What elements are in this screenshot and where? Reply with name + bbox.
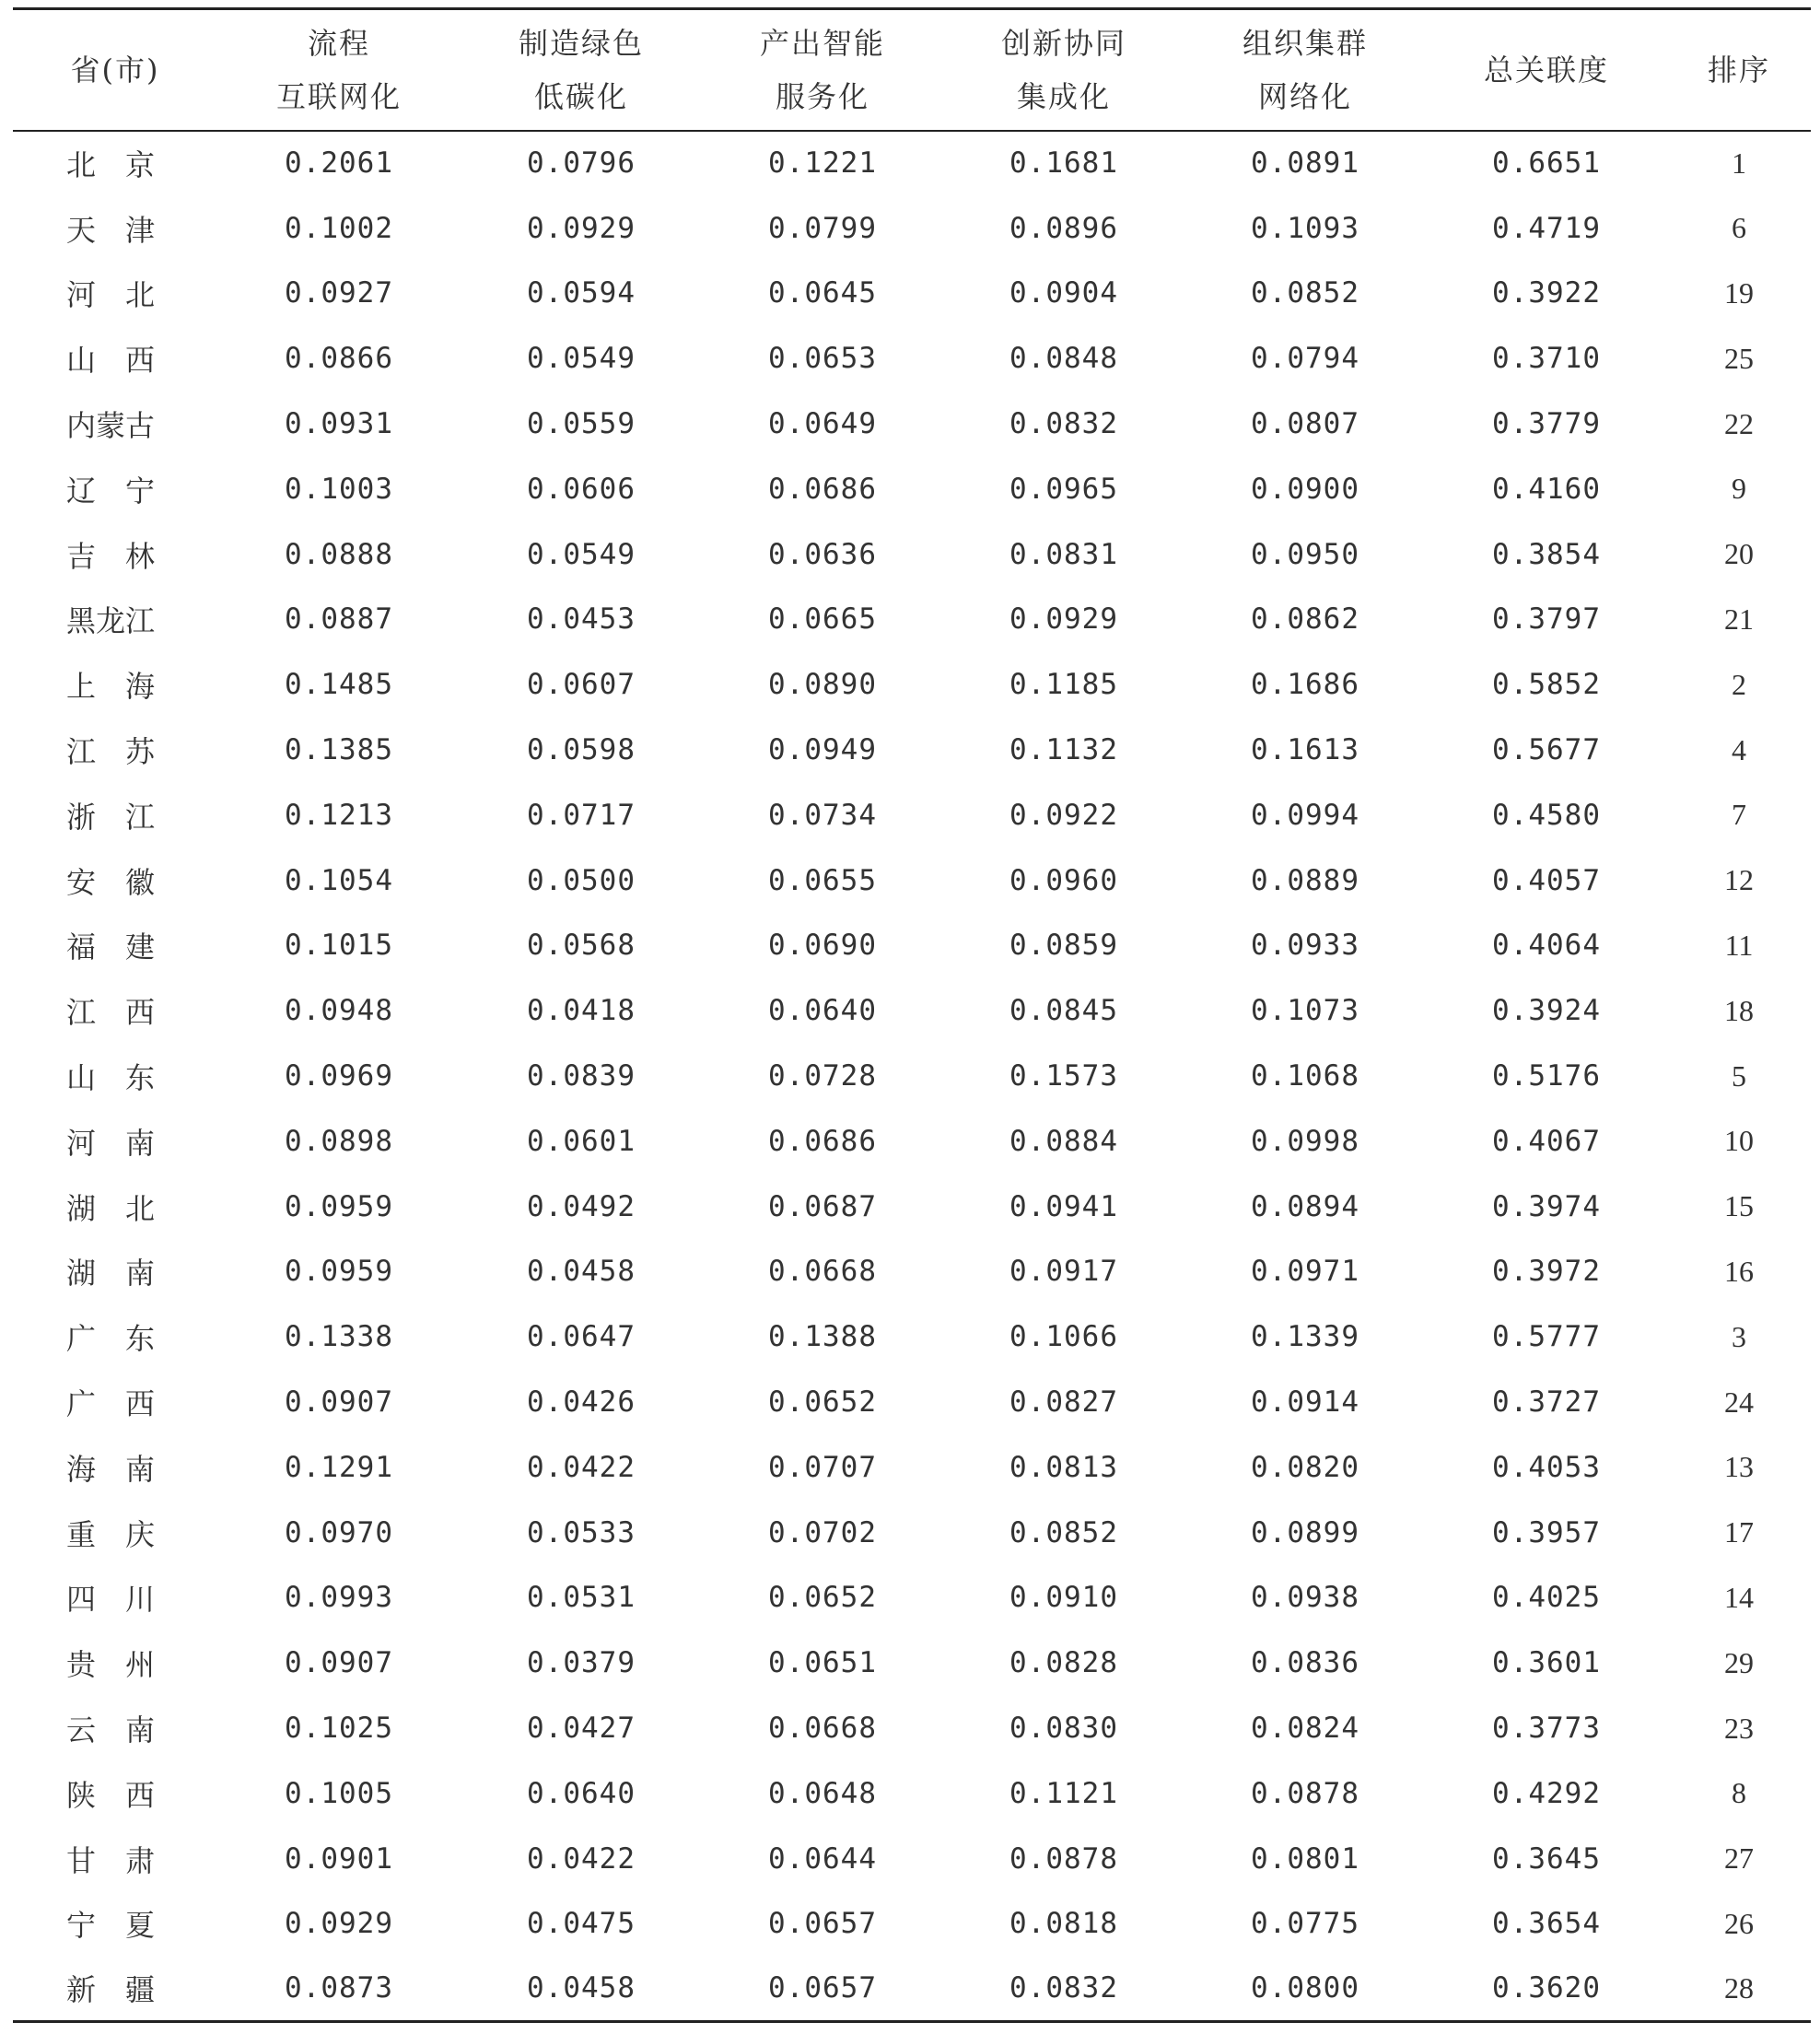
total-correlation-cell: 0.3924: [1492, 994, 1601, 1028]
total-correlation-cell: 0.4053: [1492, 1450, 1601, 1484]
cluster-network-cell: 0.1093: [1251, 211, 1359, 245]
province-cell: 云 南: [66, 1713, 156, 1748]
cluster-network-cell: 0.1339: [1251, 1320, 1359, 1354]
total-correlation-cell: 0.5176: [1492, 1059, 1601, 1093]
total-correlation-cell: 0.4160: [1492, 472, 1601, 506]
innovation-integration-cell: 0.0960: [1009, 863, 1118, 897]
process-internet-cell: 0.1385: [285, 733, 393, 767]
innovation-integration-cell: 0.0965: [1009, 472, 1118, 506]
cluster-network-cell: 0.0891: [1251, 146, 1359, 181]
green-lowcarbon-cell: 0.0426: [527, 1385, 636, 1420]
process-internet-cell: 0.0993: [285, 1581, 393, 1615]
process-internet-cell: 0.1002: [285, 211, 393, 245]
cluster-network-cell: 0.0820: [1251, 1450, 1359, 1484]
cluster-network-cell: 0.0878: [1251, 1776, 1359, 1810]
innovation-integration-cell: 0.0827: [1009, 1385, 1118, 1420]
province-cell: 重 庆: [66, 1516, 156, 1552]
province-cell: 四 川: [66, 1582, 156, 1618]
province-cell: 海 南: [66, 1451, 156, 1487]
process-internet-cell: 0.0927: [285, 276, 393, 310]
table-row: [13, 1565, 1811, 1631]
rank-cell: 1: [1732, 146, 1746, 180]
header-process-internet: 流程 互联网化: [217, 9, 461, 131]
table-row: [13, 652, 1811, 718]
rank-cell: 25: [1724, 341, 1754, 375]
table-row: [13, 1760, 1811, 1826]
province-cell: 广 东: [66, 1321, 156, 1357]
rank-cell: 16: [1724, 1254, 1754, 1288]
total-correlation-cell: 0.3957: [1492, 1515, 1601, 1549]
green-lowcarbon-cell: 0.0598: [527, 733, 636, 767]
header-green-lowcarbon: 制造绿色 低碳化: [461, 9, 702, 131]
header-smart-service: 产出智能 服务化: [702, 9, 943, 131]
total-correlation-cell: 0.3710: [1492, 342, 1601, 376]
process-internet-cell: 0.1054: [285, 863, 393, 897]
smart-service-cell: 0.0655: [768, 863, 877, 897]
process-internet-cell: 0.0969: [285, 1059, 393, 1093]
cluster-network-cell: 0.0862: [1251, 602, 1359, 637]
green-lowcarbon-cell: 0.0458: [527, 1255, 636, 1289]
table-row: [13, 1434, 1811, 1500]
table-row: [13, 1370, 1811, 1435]
province-cell: 吉 林: [66, 538, 156, 574]
table-row: [13, 1500, 1811, 1565]
green-lowcarbon-cell: 0.0568: [527, 929, 636, 963]
smart-service-cell: 0.0734: [768, 798, 877, 832]
green-lowcarbon-cell: 0.0475: [527, 1907, 636, 1941]
total-correlation-cell: 0.4580: [1492, 798, 1601, 832]
smart-service-cell: 0.0645: [768, 276, 877, 310]
cluster-network-cell: 0.0998: [1251, 1124, 1359, 1158]
header-province: 省(市): [13, 9, 217, 131]
process-internet-cell: 0.0931: [285, 407, 393, 441]
province-cell: 宁 夏: [66, 1908, 156, 1944]
province-cell: 安 徽: [66, 864, 156, 900]
table-row: [13, 1044, 1811, 1109]
smart-service-cell: 0.0653: [768, 342, 877, 376]
province-cell: 贵 州: [66, 1647, 156, 1683]
header-cluster-network: 组织集群 网络化: [1184, 9, 1426, 131]
innovation-integration-cell: 0.0830: [1009, 1712, 1118, 1746]
province-cell: 黑龙江: [66, 603, 156, 639]
rank-cell: 5: [1732, 1058, 1746, 1093]
province-cell: 广 西: [66, 1386, 156, 1422]
total-correlation-cell: 0.4719: [1492, 211, 1601, 245]
smart-service-cell: 0.0728: [768, 1059, 877, 1093]
cluster-network-cell: 0.0852: [1251, 276, 1359, 310]
innovation-integration-cell: 0.0813: [1009, 1450, 1118, 1484]
cluster-network-cell: 0.0899: [1251, 1515, 1359, 1549]
green-lowcarbon-cell: 0.0606: [527, 472, 636, 506]
process-internet-cell: 0.0898: [285, 1124, 393, 1158]
smart-service-cell: 0.0890: [768, 668, 877, 702]
smart-service-cell: 0.0644: [768, 1841, 877, 1876]
smart-service-cell: 0.0668: [768, 1712, 877, 1746]
total-correlation-cell: 0.3601: [1492, 1646, 1601, 1680]
green-lowcarbon-cell: 0.0607: [527, 668, 636, 702]
green-lowcarbon-cell: 0.0549: [527, 342, 636, 376]
cluster-network-cell: 0.1068: [1251, 1059, 1359, 1093]
rank-cell: 11: [1724, 928, 1754, 962]
green-lowcarbon-cell: 0.0929: [527, 211, 636, 245]
green-lowcarbon-cell: 0.0533: [527, 1515, 636, 1549]
process-internet-cell: 0.2061: [285, 146, 393, 181]
innovation-integration-cell: 0.1121: [1009, 1776, 1118, 1810]
total-correlation-cell: 0.6651: [1492, 146, 1601, 181]
province-cell: 山 西: [66, 343, 156, 379]
process-internet-cell: 0.0970: [285, 1515, 393, 1549]
table-body: [13, 131, 1811, 2022]
total-correlation-cell: 0.3645: [1492, 1841, 1601, 1876]
innovation-integration-cell: 0.0896: [1009, 211, 1118, 245]
document-page: [13, 7, 1811, 2023]
cluster-network-cell: 0.0775: [1251, 1907, 1359, 1941]
table-row: [13, 1957, 1811, 2022]
cluster-network-cell: 0.0794: [1251, 342, 1359, 376]
process-internet-cell: 0.0866: [285, 342, 393, 376]
green-lowcarbon-cell: 0.0594: [527, 276, 636, 310]
innovation-integration-cell: 0.0832: [1009, 407, 1118, 441]
green-lowcarbon-cell: 0.0839: [527, 1059, 636, 1093]
rank-cell: 14: [1724, 1580, 1754, 1614]
rank-cell: 18: [1724, 993, 1754, 1027]
table-header: [13, 9, 1811, 131]
rank-cell: 7: [1732, 798, 1746, 832]
rank-cell: 22: [1724, 406, 1754, 440]
process-internet-cell: 0.1025: [285, 1712, 393, 1746]
header-row: [13, 9, 1811, 131]
province-cell: 上 海: [66, 669, 156, 705]
smart-service-cell: 0.0690: [768, 929, 877, 963]
process-internet-cell: 0.0887: [285, 602, 393, 637]
cluster-network-cell: 0.0914: [1251, 1385, 1359, 1420]
table-row: [13, 1239, 1811, 1304]
innovation-integration-cell: 0.0832: [943, 1957, 1184, 2022]
smart-service-cell: 0.0668: [768, 1255, 877, 1289]
header-rank: 排序: [1667, 9, 1811, 131]
province-cell: 北 京: [66, 147, 156, 183]
innovation-integration-cell: 0.0859: [1009, 929, 1118, 963]
rank-cell: 24: [1724, 1385, 1754, 1419]
total-correlation-cell: 0.5852: [1492, 668, 1601, 702]
table-row: [13, 848, 1811, 913]
innovation-integration-cell: 0.0845: [1009, 994, 1118, 1028]
province-cell: 陕 西: [66, 1777, 156, 1813]
green-lowcarbon-cell: 0.0453: [527, 602, 636, 637]
rank-cell: 19: [1724, 275, 1754, 310]
rank-cell: 23: [1724, 1711, 1754, 1745]
process-internet-cell: 0.1338: [285, 1320, 393, 1354]
innovation-integration-cell: 0.0818: [1009, 1907, 1118, 1941]
total-correlation-cell: 0.3854: [1492, 537, 1601, 571]
province-cell: 河 南: [66, 1125, 156, 1161]
province-cell: 山 东: [66, 1060, 156, 1096]
table-row: [13, 782, 1811, 848]
rank-cell: 12: [1724, 863, 1754, 897]
cluster-network-cell: 0.0900: [1251, 472, 1359, 506]
rank-cell: 20: [1724, 537, 1754, 571]
innovation-integration-cell: 0.0910: [1009, 1581, 1118, 1615]
innovation-integration-cell: 0.0831: [1009, 537, 1118, 571]
rank-cell: 28: [1667, 1957, 1811, 2022]
cluster-network-cell: 0.0824: [1251, 1712, 1359, 1746]
province-cell: 江 西: [66, 995, 156, 1031]
province-cell: 辽 宁: [66, 473, 156, 508]
process-internet-cell: 0.0873: [217, 1957, 461, 2022]
province-cell: 湖 南: [66, 1256, 156, 1292]
total-correlation-cell: 0.3779: [1492, 407, 1601, 441]
innovation-integration-cell: 0.0917: [1009, 1255, 1118, 1289]
cluster-network-cell: 0.0933: [1251, 929, 1359, 963]
smart-service-cell: 0.0657: [768, 1907, 877, 1941]
green-lowcarbon-cell: 0.0717: [527, 798, 636, 832]
table-row: [13, 1826, 1811, 1891]
province-cell: 浙 江: [66, 799, 156, 835]
smart-service-cell: 0.0799: [768, 211, 877, 245]
table-row: [13, 261, 1811, 326]
process-internet-cell: 0.1485: [285, 668, 393, 702]
total-correlation-cell: 0.3654: [1492, 1907, 1601, 1941]
process-internet-cell: 0.0907: [285, 1385, 393, 1420]
total-correlation-cell: 0.5677: [1492, 733, 1601, 767]
province-cell: 内蒙古: [66, 408, 156, 444]
cluster-network-cell: 0.0994: [1251, 798, 1359, 832]
cluster-network-cell: 0.1686: [1251, 668, 1359, 702]
total-correlation-cell: 0.3972: [1492, 1255, 1601, 1289]
smart-service-cell: 0.0652: [768, 1581, 877, 1615]
process-internet-cell: 0.0948: [285, 994, 393, 1028]
rank-cell: 17: [1724, 1515, 1754, 1549]
innovation-integration-cell: 0.0848: [1009, 342, 1118, 376]
green-lowcarbon-cell: 0.0601: [527, 1124, 636, 1158]
green-lowcarbon-cell: 0.0379: [527, 1646, 636, 1680]
cluster-network-cell: 0.0800: [1184, 1957, 1426, 2022]
total-correlation-cell: 0.3797: [1492, 602, 1601, 637]
total-correlation-cell: 0.3974: [1492, 1189, 1601, 1223]
innovation-integration-cell: 0.0929: [1009, 602, 1118, 637]
total-correlation-cell: 0.4292: [1492, 1776, 1601, 1810]
cluster-network-cell: 0.0894: [1251, 1189, 1359, 1223]
smart-service-cell: 0.0651: [768, 1646, 877, 1680]
table-row: [13, 913, 1811, 978]
green-lowcarbon-cell: 0.0422: [527, 1450, 636, 1484]
table-row: [13, 131, 1811, 196]
total-correlation-cell: 0.3727: [1492, 1385, 1601, 1420]
total-correlation-cell: 0.4057: [1492, 863, 1601, 897]
rank-cell: 2: [1732, 667, 1746, 701]
cluster-network-cell: 0.1073: [1251, 994, 1359, 1028]
table-row: [13, 1108, 1811, 1174]
green-lowcarbon-cell: 0.0458: [461, 1957, 702, 2022]
province-cell: 福 建: [66, 929, 156, 965]
innovation-integration-cell: 0.1185: [1009, 668, 1118, 702]
header-innovation-integration: 创新协同 集成化: [943, 9, 1184, 131]
process-internet-cell: 0.1003: [285, 472, 393, 506]
rank-cell: 21: [1724, 602, 1754, 636]
rank-cell: 29: [1724, 1645, 1754, 1679]
cluster-network-cell: 0.1613: [1251, 733, 1359, 767]
green-lowcarbon-cell: 0.0647: [527, 1320, 636, 1354]
innovation-integration-cell: 0.0922: [1009, 798, 1118, 832]
process-internet-cell: 0.0888: [285, 537, 393, 571]
province-cell: 湖 北: [66, 1190, 156, 1226]
smart-service-cell: 0.1221: [768, 146, 877, 181]
innovation-integration-cell: 0.1573: [1009, 1059, 1118, 1093]
rank-cell: 15: [1724, 1189, 1754, 1223]
process-internet-cell: 0.0929: [285, 1907, 393, 1941]
smart-service-cell: 0.0702: [768, 1515, 877, 1549]
innovation-integration-cell: 0.0852: [1009, 1515, 1118, 1549]
smart-service-cell: 0.0686: [768, 472, 877, 506]
process-internet-cell: 0.1213: [285, 798, 393, 832]
process-internet-cell: 0.1291: [285, 1450, 393, 1484]
process-internet-cell: 0.0959: [285, 1255, 393, 1289]
rank-cell: 13: [1724, 1450, 1754, 1484]
province-cell: 河 北: [66, 277, 156, 313]
green-lowcarbon-cell: 0.0418: [527, 994, 636, 1028]
rank-cell: 27: [1724, 1841, 1754, 1876]
green-lowcarbon-cell: 0.0427: [527, 1712, 636, 1746]
smart-service-cell: 0.0949: [768, 733, 877, 767]
total-correlation-cell: 0.4025: [1492, 1581, 1601, 1615]
province-cell: 江 苏: [66, 734, 156, 770]
correlation-table: [13, 7, 1811, 2023]
smart-service-cell: 0.0640: [768, 994, 877, 1028]
smart-service-cell: 0.0652: [768, 1385, 877, 1420]
cluster-network-cell: 0.0938: [1251, 1581, 1359, 1615]
smart-service-cell: 0.1388: [768, 1320, 877, 1354]
total-correlation-cell: 0.3922: [1492, 276, 1601, 310]
innovation-integration-cell: 0.1681: [1009, 146, 1118, 181]
table-row: [13, 587, 1811, 652]
table-row: [13, 1304, 1811, 1370]
smart-service-cell: 0.0649: [768, 407, 877, 441]
process-internet-cell: 0.1015: [285, 929, 393, 963]
innovation-integration-cell: 0.0904: [1009, 276, 1118, 310]
green-lowcarbon-cell: 0.0796: [527, 146, 636, 181]
cluster-network-cell: 0.0801: [1251, 1841, 1359, 1876]
total-correlation-cell: 0.5777: [1492, 1320, 1601, 1354]
innovation-integration-cell: 0.0884: [1009, 1124, 1118, 1158]
table-row: [13, 1174, 1811, 1239]
green-lowcarbon-cell: 0.0500: [527, 863, 636, 897]
innovation-integration-cell: 0.0941: [1009, 1189, 1118, 1223]
innovation-integration-cell: 0.1132: [1009, 733, 1118, 767]
cluster-network-cell: 0.0836: [1251, 1646, 1359, 1680]
process-internet-cell: 0.0959: [285, 1189, 393, 1223]
green-lowcarbon-cell: 0.0640: [527, 1776, 636, 1810]
rank-cell: 4: [1732, 732, 1746, 766]
process-internet-cell: 0.0907: [285, 1646, 393, 1680]
table-row: [13, 1631, 1811, 1696]
table-row: [13, 195, 1811, 261]
smart-service-cell: 0.0686: [768, 1124, 877, 1158]
table-row: [13, 521, 1811, 587]
table-row: [13, 978, 1811, 1044]
smart-service-cell: 0.0665: [768, 602, 877, 637]
process-internet-cell: 0.1005: [285, 1776, 393, 1810]
smart-service-cell: 0.0707: [768, 1450, 877, 1484]
rank-cell: 9: [1732, 472, 1746, 506]
rank-cell: 10: [1724, 1124, 1754, 1158]
total-correlation-cell: 0.4064: [1492, 929, 1601, 963]
table-row: [13, 456, 1811, 521]
total-correlation-cell: 0.3620: [1426, 1957, 1667, 2022]
header-total-correlation: 总关联度: [1426, 9, 1667, 131]
green-lowcarbon-cell: 0.0492: [527, 1189, 636, 1223]
green-lowcarbon-cell: 0.0559: [527, 407, 636, 441]
smart-service-cell: 0.0687: [768, 1189, 877, 1223]
rank-cell: 3: [1732, 1319, 1746, 1353]
cluster-network-cell: 0.0889: [1251, 863, 1359, 897]
table-row: [13, 326, 1811, 392]
process-internet-cell: 0.0901: [285, 1841, 393, 1876]
province-cell: 天 津: [66, 212, 156, 248]
table-row: [13, 392, 1811, 457]
cluster-network-cell: 0.0807: [1251, 407, 1359, 441]
rank-cell: 6: [1732, 211, 1746, 245]
total-correlation-cell: 0.4067: [1492, 1124, 1601, 1158]
innovation-integration-cell: 0.0828: [1009, 1646, 1118, 1680]
province-cell: 新 疆: [13, 1957, 217, 2022]
cluster-network-cell: 0.0950: [1251, 537, 1359, 571]
rank-cell: 26: [1724, 1906, 1754, 1940]
table-row: [13, 718, 1811, 783]
green-lowcarbon-cell: 0.0549: [527, 537, 636, 571]
smart-service-cell: 0.0636: [768, 537, 877, 571]
cluster-network-cell: 0.0971: [1251, 1255, 1359, 1289]
green-lowcarbon-cell: 0.0422: [527, 1841, 636, 1876]
rank-cell: 8: [1732, 1776, 1746, 1810]
innovation-integration-cell: 0.0878: [1009, 1841, 1118, 1876]
green-lowcarbon-cell: 0.0531: [527, 1581, 636, 1615]
province-cell: 甘 肃: [66, 1842, 156, 1878]
table-row: [13, 1891, 1811, 1957]
total-correlation-cell: 0.3773: [1492, 1712, 1601, 1746]
innovation-integration-cell: 0.1066: [1009, 1320, 1118, 1354]
table-row: [13, 1696, 1811, 1761]
smart-service-cell: 0.0657: [702, 1957, 943, 2022]
smart-service-cell: 0.0648: [768, 1776, 877, 1810]
